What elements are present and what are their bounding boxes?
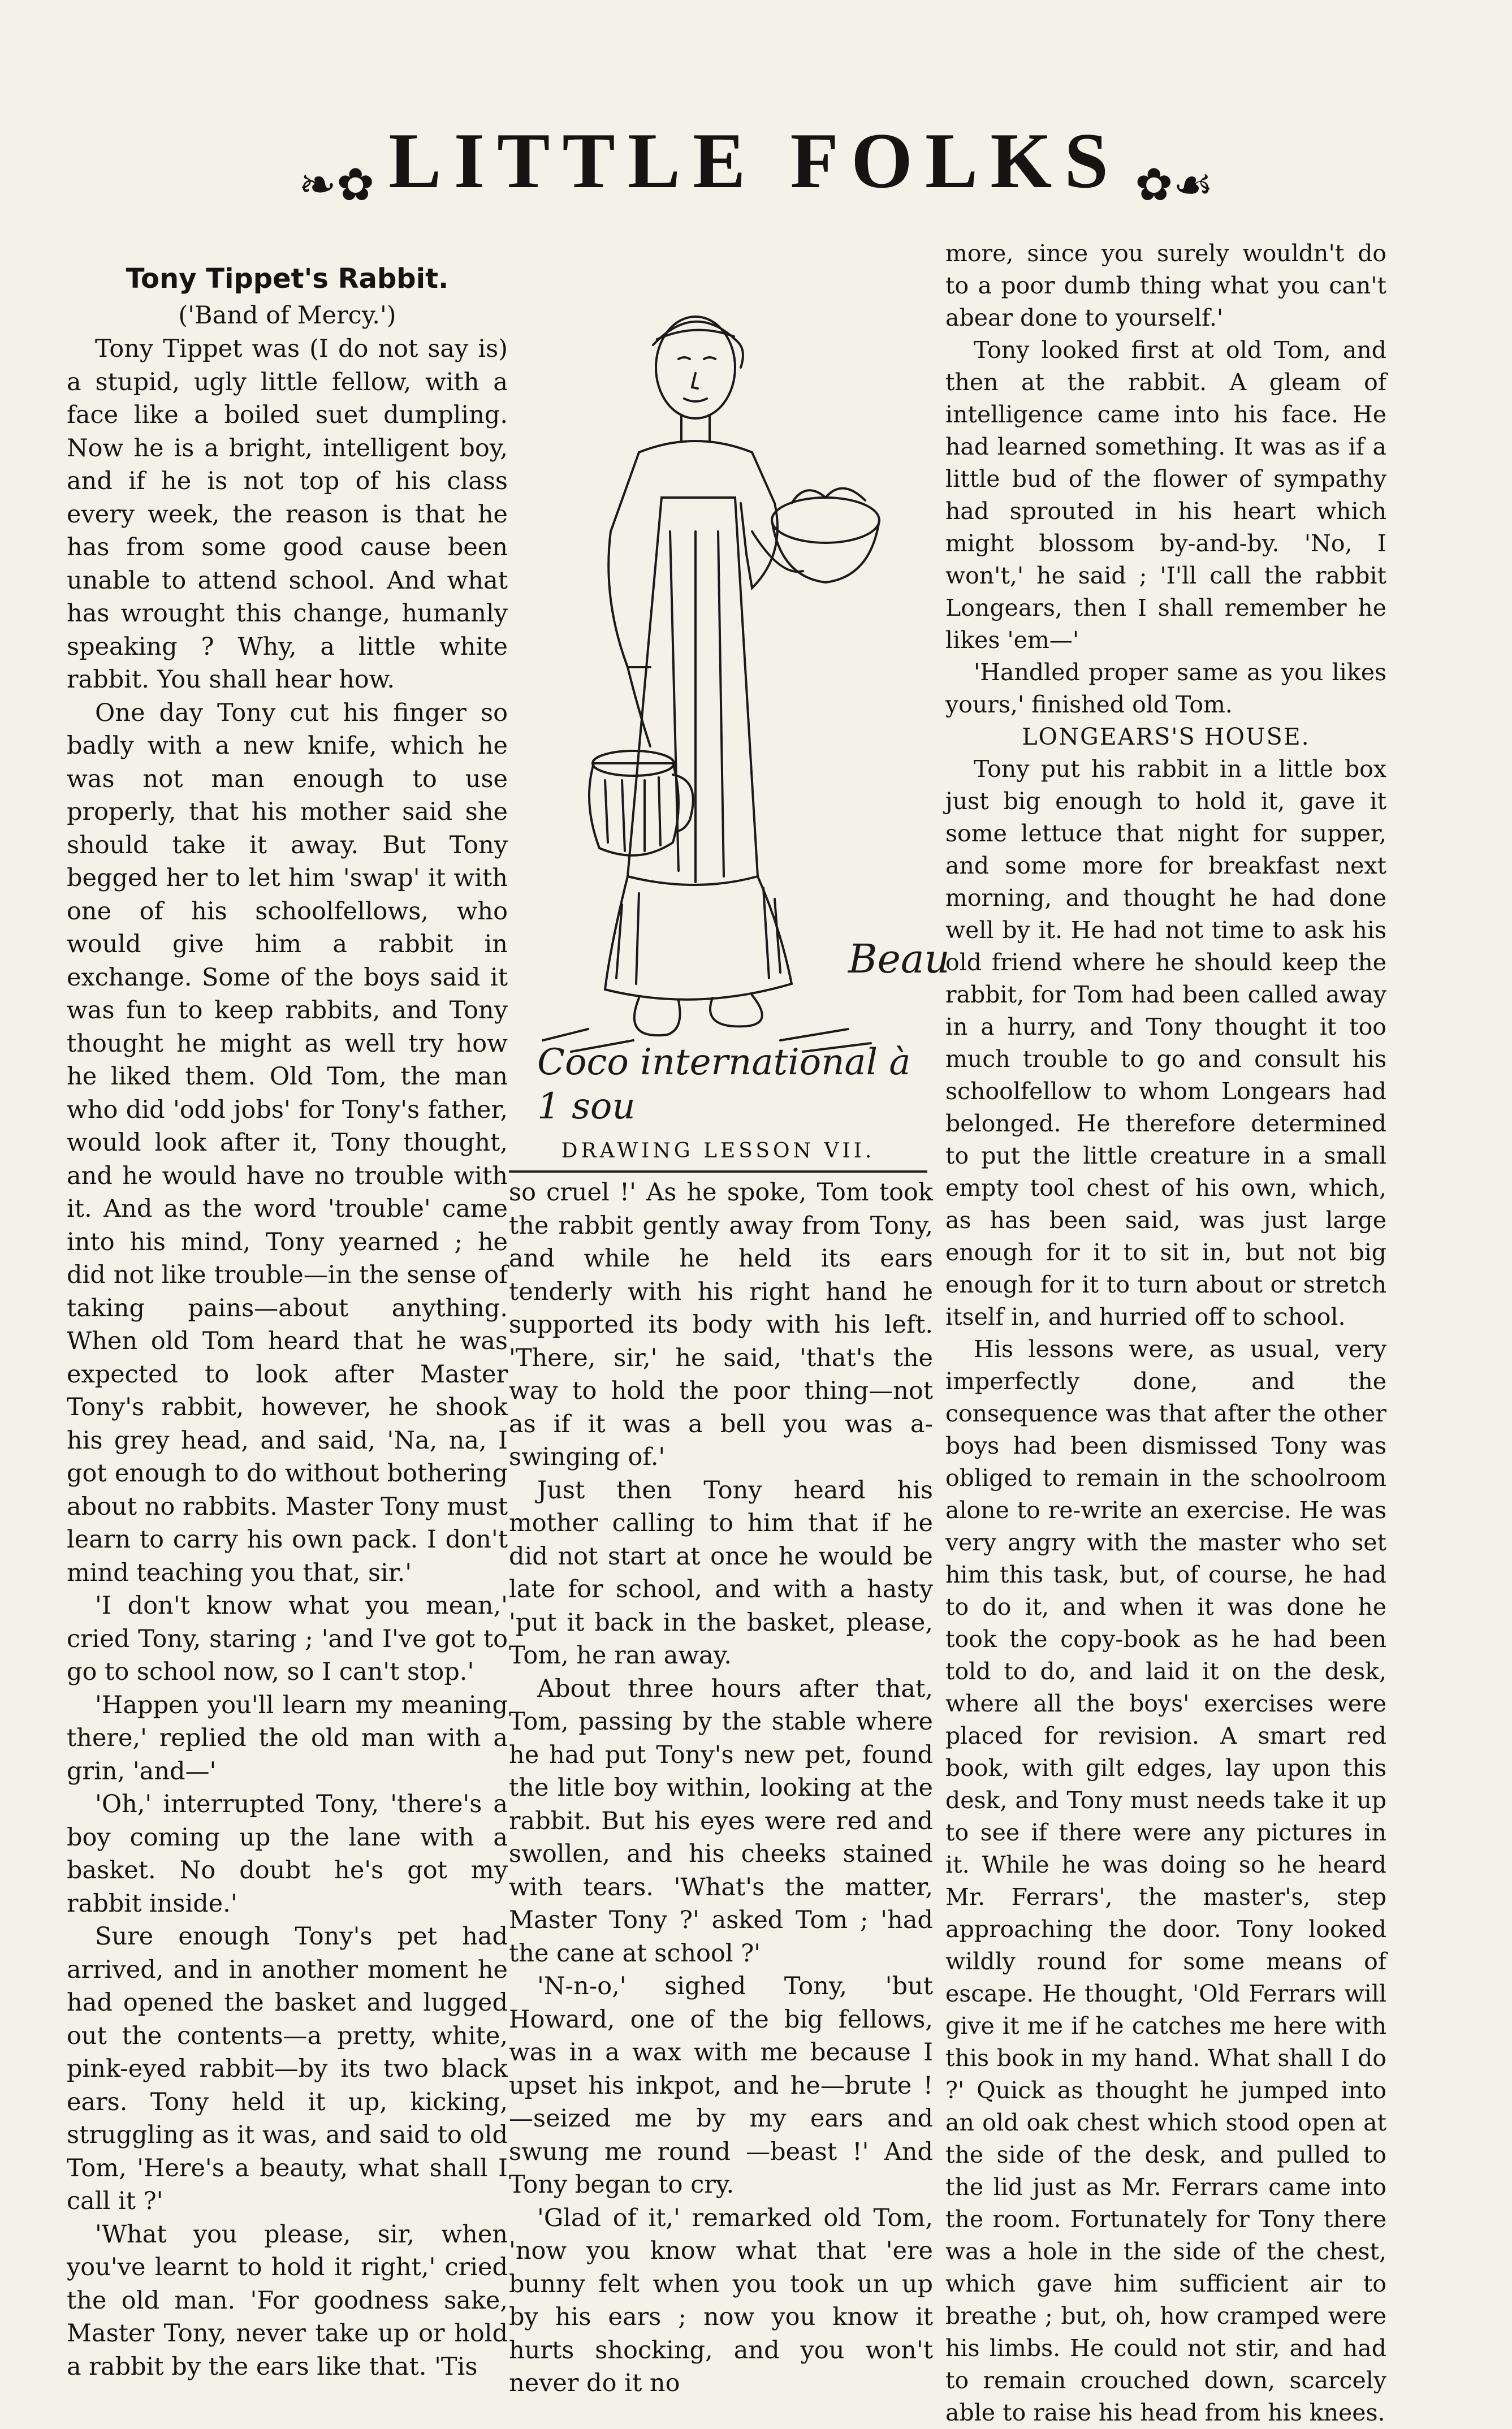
page-title: LITTLE FOLKS	[388, 117, 1121, 205]
paragraph: Tony Tippet was (I do not say is) a stupid, ugly little fellow, with a face like a boiled suet dumpling. Now he is a bright, intelligent boy, and if he is not top of his class every week, the reason is that he has from some good cause been unable to attend school. And what has wrought this change, humanly speaking ? Why, a little white rabbit. You shall hear how.	[67, 335, 508, 694]
paragraph: more, since you surely wouldn't do to a poor dumb thing what you can't abear done to yourself.'	[945, 240, 1386, 331]
right-ornament-icon: ✿☙	[1135, 158, 1213, 211]
paragraph: 'Happen you'll learn my meaning there,' replied the old man with a grin, 'and—'	[67, 1691, 508, 1786]
paragraph: Tony looked first at old Tom, and then at the rabbit. A gleam of intelligence came into his face. He had learned something. It was as if a little bud of the flower of sympathy had sprouted in his heart which might blossom by-and-by. 'No, I won't,' he said ; 'I'll call the rabbit Longears, then I shall remember he likes 'em—'	[945, 336, 1386, 654]
column-2	[509, 1176, 933, 2400]
paragraph: 'What you please, sir, when you've learnt to hold it right,' cried the old man. 'For goodness sake, Master Tony, never take up or hold a rabbit by the ears like that. 'Tis	[67, 2220, 508, 2381]
paragraph: 'Oh,' interrupted Tony, 'there's a boy coming up the lane with a basket. No doubt he's got my rabbit inside.'	[67, 1790, 508, 1918]
feet	[634, 995, 762, 1035]
artist-signature: Beau	[848, 936, 950, 982]
left-ornament-icon: ❧✿	[299, 158, 375, 211]
column-3	[945, 237, 1386, 2429]
handwritten-caption: Coco international à 1 sou	[537, 1041, 911, 1127]
story-title: Tony Tippet's Rabbit.	[126, 263, 449, 295]
masthead	[0, 113, 1512, 209]
section-heading: LONGEARS'S HOUSE.	[1022, 723, 1310, 750]
caption-rule	[509, 1170, 927, 1173]
story-source: ('Band of Mercy.')	[178, 301, 396, 330]
column-1	[67, 249, 508, 2383]
paragraph: 'I don't know what you mean,' cried Tony, staring ; 'and I've got to go to school now, so I can't stop.'	[67, 1592, 508, 1686]
paragraph: About three hours after that, Tom, passing by the stable where he had put Tony's new pet, found the litle boy within, looking at the rabbit. But his eyes were red and swollen, and his cheeks stained with tears. 'What's the matter, Master Tony ?' asked Tom ; 'had the cane at school ?'	[509, 1674, 933, 1968]
paragraph: One day Tony cut his finger so badly with a new knife, which he was not man enough to use properly, that his mother said she should take it away. But Tony begged her to let him 'swap' it with one of his schoolfellows, who would give him a rabbit in exchange. Some of the boys said it was fun to keep rabbits, and Tony thought he might as well try how he liked them. Old Tom, the man who did 'odd jobs' for Tony's father, would look after it, Tony thought, and he would have no trouble with it. And as the word 'trouble' came into his mind, Tony yearned ; he did not like trouble—in the sense of taking pains—about anything. When old Tom heard that he was expected to look after Master Tony's rabbit, however, he shook his grey head, and said, 'Na, na, I got enough to do without bothering about no rabbits. Master Tony must learn to carry his own pack. I don't mind teaching you that, sir.'	[67, 698, 508, 1587]
paragraph: Tony put his rabbit in a little box just big enough to hold it, gave it some lettuce that night for supper, and some more for breakfast next morning, and thought he had done well by it. He had not time to ask his old friend where he should keep the rabbit, for Tom had been called away in a hurry, and Tony thought it too much trouble to go and consult his schoolfellow to whom Longears had belonged. He therefore determined to put the little creature in a small empty tool chest of his own, which, as has been said, was just large enough for it to sit in, but not big enough for it to turn about or stretch itself in, and hurried off to school.	[945, 755, 1386, 1330]
paragraph: 'Glad of it,' remarked old Tom, 'now you know what that 'ere bunny felt when you took un up by his ears ; now you know it hurts shocking, and you won't never do it no	[509, 2203, 933, 2397]
paragraph: 'N-n-o,' sighed Tony, 'but Howard, one of the big fellows, was in a wax with me because I upset his inkpot, and he—brute !—seized me by my ears and swung me round —beast !' And Tony began to cry.	[509, 1972, 933, 2199]
drawing-caption: DRAWING LESSON VII.	[561, 1139, 875, 1162]
paragraph: Just then Tony heard his mother calling to him that if he did not start at once he would be late for school, and with a hasty 'put it back in the basket, please, Tom, he ran away.	[509, 1476, 933, 1670]
paragraph: so cruel !' As he spoke, Tom took the rabbit gently away from Tony, and while he held its ears tenderly with his right hand he supported its body with his left. 'There, sir,' he said, 'that's the way to hold the poor thing—not as if it was a bell you was a-swinging of.'	[509, 1178, 933, 1471]
paragraph: Sure enough Tony's pet had arrived, and in another moment he had opened the basket and lugged out the contents—a pretty, white, pink-eyed rabbit—by its two black ears. Tony held it up, kicking, struggling as it was, and said to old Tom, 'Here's a beauty, what shall I call it ?'	[67, 1922, 508, 2215]
headscarf	[653, 322, 743, 368]
paragraph: His lessons were, as usual, very imperfectly done, and the consequence was that after the other boys had been dismissed Tony was obliged to remain in the schoolroom alone to re-write an exercise. He was very angry with the master who set him this task, but, of course, he had to do it, and when it was done he took the copy-book as he had been told to do, and laid it on the desk, where all the boys' exercises were placed for revision. A smart red book, with gilt edges, lay upon this desk, and Tony must needs take it up to see if there were any pictures in it. While he was doing so he heard Mr. Ferrars', the master's, step approaching the door. Tony looked wildly round for some means of escape. He thought, 'Old Ferrars will give it me if he catches me here with this book in my hand. What shall I do ?' Quick as thought he jumped into an old oak chest which stood open at the side of the desk, and pulled to the lid just as Mr. Ferrars came into the room. Fortunately for Tony there was a hole in the side of the chest, which gave him sufficient air to breathe ; but, oh, how cramped were his limbs. He could not stir, and had to remain crouched down, scarcely able to raise his head from his knees.	[945, 1335, 1386, 2426]
apron	[628, 498, 758, 885]
bowl	[772, 498, 879, 543]
paragraph: 'Handled proper same as you likes yours,' finished old Tom.	[945, 659, 1386, 718]
drawing-illustration	[509, 237, 950, 1120]
